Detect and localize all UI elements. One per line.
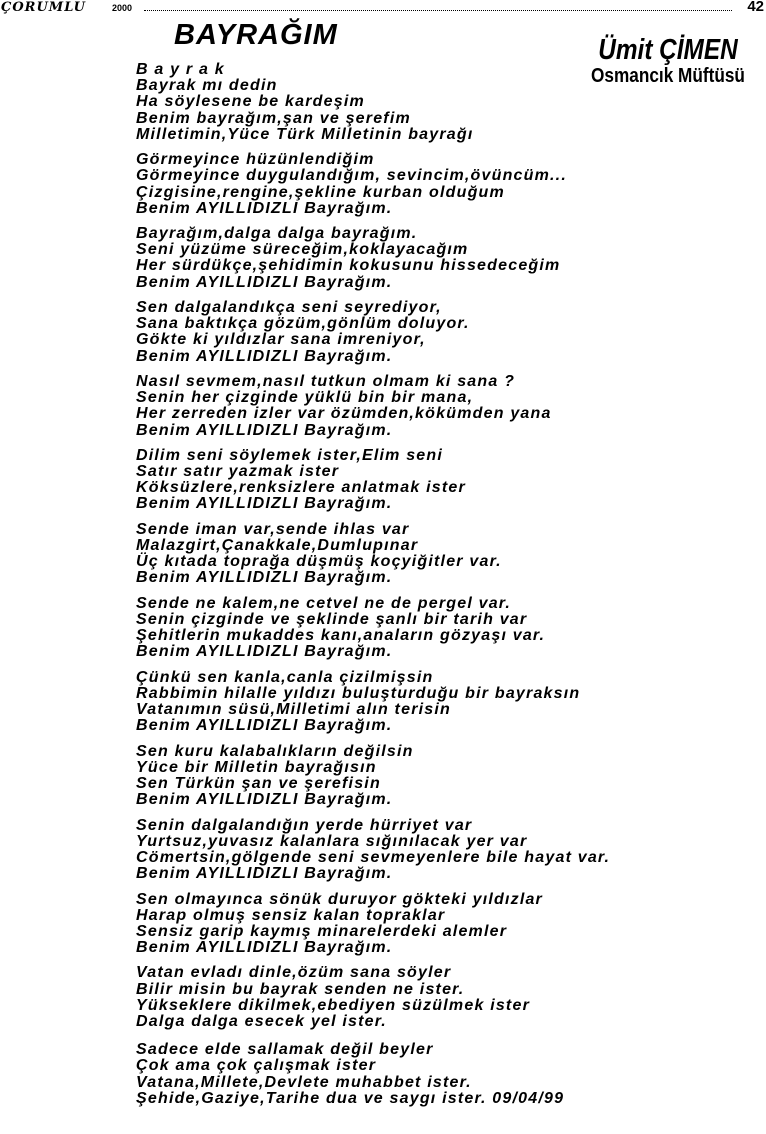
poem-line: Sen kuru kalabalıkların değilsin	[136, 742, 414, 760]
poem-line: Nasıl sevmem,nasıl tutkun olmam ki sana ?	[136, 372, 516, 390]
poem-stanza	[136, 62, 761, 143]
poem-line: Benim AYILLIDIZLI Bayrağım.	[136, 791, 393, 809]
poem-line: Malazgirt,Çanakkale,Dumlupınar	[136, 537, 419, 554]
poem-line: Bayrağım,dalga dalga bayrağım.	[136, 225, 418, 243]
poem-line: Benim AYILLIDIZLI Bayrağım.	[136, 495, 393, 513]
poem-line: Rabbimin hilalle yıldızı buluşturduğu bir bayraksın	[136, 684, 581, 702]
poem-line: Sende iman var,sende ihlas var	[136, 520, 410, 538]
poem-line: Şehide,Gaziye,Tarihe dua ve saygı ister. 09/04/99	[136, 1089, 565, 1107]
poem-line: Senin dalgalandığın yerde hürriyet var	[136, 816, 473, 834]
poem-line: Benim AYILLIDIZLI Bayrağım.	[136, 421, 393, 439]
poem-stanza	[136, 744, 761, 809]
poem-line: Çok ama çok çalışmak ister	[136, 1057, 377, 1075]
magazine-name: ÇORUMLU	[1, 0, 86, 15]
poem-line: Gökte ki yıldızlar sana imreniyor,	[136, 331, 426, 349]
poem-line: Seni yüzüme süreceğim,koklayacağım	[136, 241, 469, 259]
poem-line: Sadece elde sallamak değil beyler	[136, 1041, 434, 1059]
poem-line: Benim AYILLIDIZLI Bayrağım.	[136, 865, 393, 883]
author-name: Ümit ÇİMEN	[598, 34, 738, 66]
poem-stanza	[136, 892, 761, 957]
poem-line: B a y r a k	[136, 61, 225, 78]
poem-stanza	[136, 152, 761, 217]
poem-line: Bayrak mı dedin	[136, 77, 278, 95]
page-header	[0, 0, 766, 16]
poem-line: Sana baktıkça gözüm,gönlüm doluyor.	[136, 315, 470, 333]
poem-body	[136, 62, 761, 1116]
author-position: Osmancık Müftüsü	[591, 65, 745, 87]
poem-line: Benim AYILLIDIZLI Bayrağım.	[136, 347, 393, 365]
poem-line: Benim bayrağım,şan ve şerefim	[136, 109, 411, 127]
poem-line: Vatan evladı dinle,özüm sana söyler	[136, 964, 452, 982]
poem-line: Her sürdükçe,şehidimin kokusunu hissedeceğim	[136, 257, 561, 275]
poem-line: Senin çizginde ve şeklinde şanlı bir tarih var	[136, 610, 528, 628]
poem-stanza	[136, 448, 761, 513]
poem-line: Vatanımın süsü,Milletimi alın terisin	[136, 701, 451, 719]
poem-stanza	[136, 965, 761, 1030]
poem-line: Görmeyince hüzünlendiğim	[136, 151, 375, 169]
poem-title: BAYRAĞIM	[174, 19, 338, 51]
poem-stanza	[136, 596, 761, 661]
poem-line: Benim AYILLIDIZLI Bayrağım.	[136, 569, 393, 587]
poem-line: Sen olmayınca sönük duruyor gökteki yıldızlar	[136, 890, 543, 908]
poem-line: Dilim seni söylemek ister,Elim seni	[136, 446, 444, 464]
poem-line: Senin her çizginde yüklü bin bir mana,	[136, 389, 474, 407]
poem-line: Çünkü sen kanla,canla çizilmişsin	[136, 668, 434, 686]
poem-line: Satır satır yazmak ister	[136, 463, 340, 481]
header-dotted-rule	[144, 10, 732, 11]
poem-line: Harap olmuş sensiz kalan topraklar	[136, 906, 446, 924]
poem-line: Köksüzlere,renksizlere anlatmak ister	[136, 479, 466, 497]
page-number: 42	[747, 0, 764, 15]
poem-line: Ha söylesene be kardeşim	[136, 93, 365, 111]
poem-line: Benim AYILLIDIZLI Bayrağım.	[136, 273, 393, 291]
issue-year: 2000	[112, 3, 133, 13]
poem-line: Yüce bir Milletin bayrağısın	[136, 758, 377, 776]
poem-line: Üç kıtada toprağa düşmüş koçyiğitler var.	[136, 553, 502, 571]
poem-line: Benim AYILLIDIZLI Bayrağım.	[136, 199, 393, 217]
poem-line: Her zerreden izler var özümden,kökümden yana	[136, 405, 552, 423]
poem-stanza	[136, 1042, 761, 1107]
poem-stanza	[136, 670, 761, 735]
poem-line: Vatana,Millete,Devlete muhabbet ister.	[136, 1073, 472, 1091]
poem-line: Benim AYILLIDIZLI Bayrağım.	[136, 939, 393, 957]
poem-stanza	[136, 226, 761, 291]
poem-stanza	[136, 818, 761, 883]
poem-stanza	[136, 522, 761, 587]
poem-line: Milletimin,Yüce Türk Milletinin bayrağı	[136, 125, 474, 143]
poem-stanza	[136, 374, 761, 439]
poem-line: Dalga dalga esecek yel ister.	[136, 1013, 387, 1030]
poem-line: Benim AYILLIDIZLI Bayrağım.	[136, 717, 393, 735]
poem-line: Benim AYILLIDIZLI Bayrağım.	[136, 643, 393, 661]
poem-line: Sensiz garip kaymış minarelerdeki alemler	[136, 922, 508, 940]
poem-line: Şehitlerin mukaddes kanı,anaların gözyaşı var.	[136, 627, 546, 645]
poem-line: Cömertsin,gölgende seni sevmeyenlere bile hayat var.	[136, 848, 611, 866]
poem-line: Bilir misin bu bayrak senden ne ister.	[136, 980, 465, 998]
poem-stanza	[136, 300, 761, 365]
poem-line: Görmeyince duygulandığım, sevincim,övüncüm...	[136, 167, 567, 185]
poem-line: Yükseklere dikilmek,ebediyen süzülmek ister	[136, 996, 530, 1014]
poem-line: Sen Türkün şan ve şerefisin	[136, 775, 381, 792]
poem-line: Yurtsuz,yuvasız kalanlara sığınılacak yer var	[136, 832, 528, 850]
poem-line: Sende ne kalem,ne cetvel ne de pergel var.	[136, 594, 512, 612]
poem-line: Çizgisine,rengine,şekline kurban olduğum	[136, 183, 505, 201]
poem-line: Sen dalgalandıkça seni seyrediyor,	[136, 299, 442, 316]
